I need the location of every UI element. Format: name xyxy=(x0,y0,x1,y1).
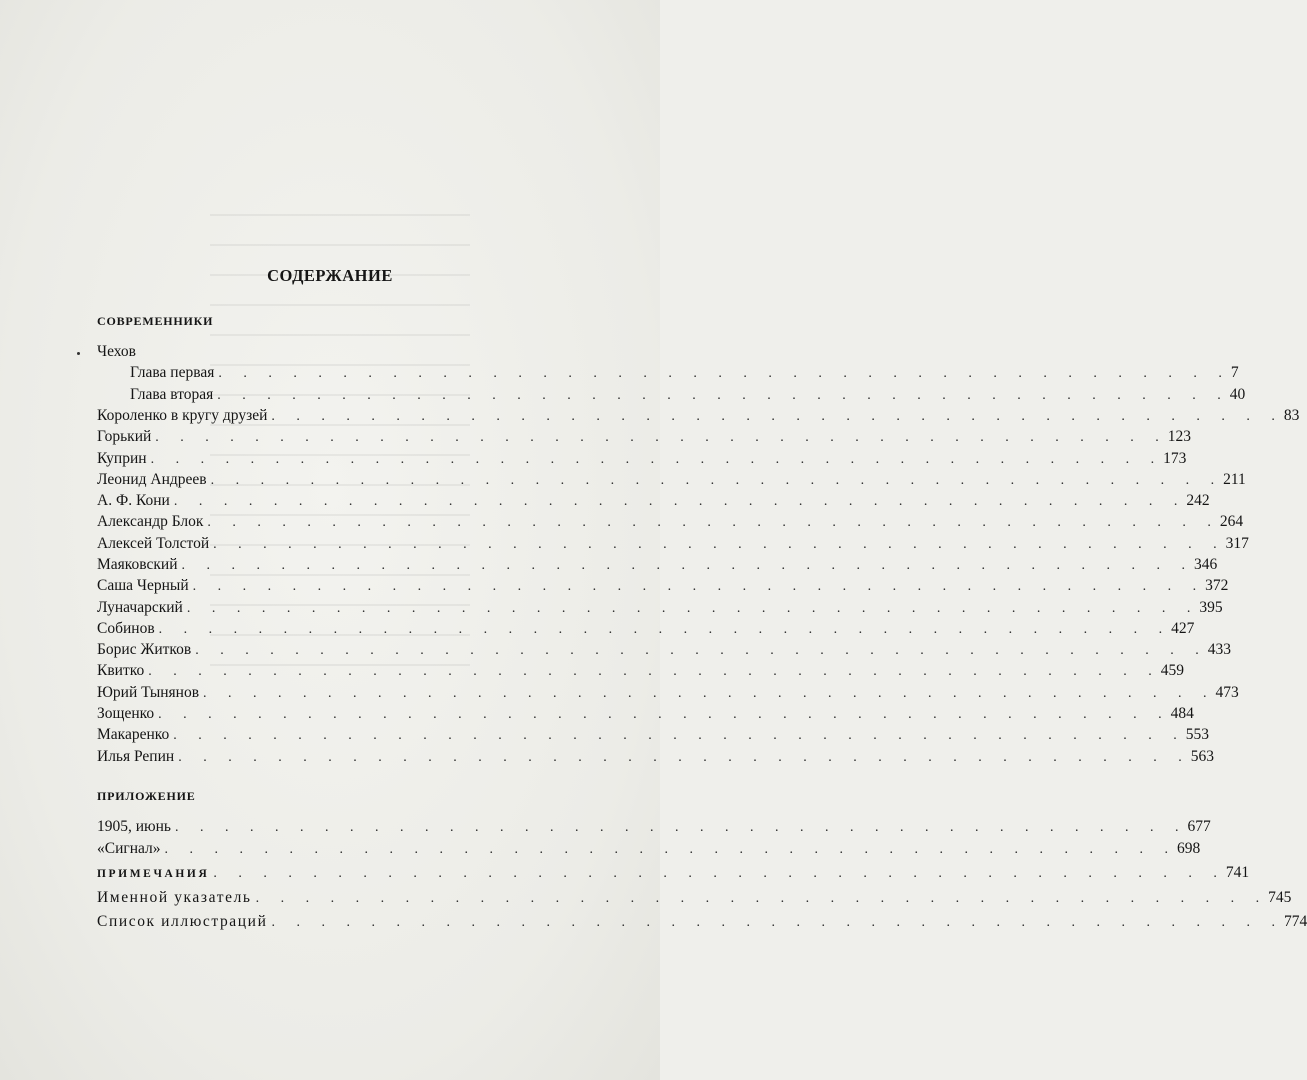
dot-leader: . . . . . . . . . . . . . . . . . . . . . . . . . . . . . . . . . . . . . . . . . xyxy=(175,820,1188,835)
page-number: 395 xyxy=(1199,599,1223,616)
page-number: 745 xyxy=(1268,889,1292,906)
page-number: 553 xyxy=(1185,726,1210,743)
toc-entry xyxy=(0,746,1214,768)
dot-leader: . . . . . . . . . . . . . . . . . . . . . . . . . . . . . . . . . . . . . . . . . xyxy=(192,579,1206,594)
entry-title: Алексей Толстой xyxy=(97,535,210,552)
dot-leader: . . . . . . . . . . . . . . . . . . . . . . . . . . . . . . . . . . . . . . . . . xyxy=(213,866,1226,881)
entry-title: ПРИМЕЧАНИЯ xyxy=(97,868,210,880)
page-number: 698 xyxy=(1177,840,1201,857)
entry-title: Глава вторая xyxy=(130,386,214,403)
toc-entry xyxy=(0,341,660,363)
back-matter-entry xyxy=(0,911,1307,933)
dot-leader: . . . . . . . . . . . . . . . . . . . . . . . . . . . . . . . . . . . . . . . . . xyxy=(207,515,1220,530)
back-matter-entry xyxy=(0,862,1250,884)
dot-leader: . . . . . . . . . . . . . . . . . . . . . . . . . . . . . . . . . . . . . . . . . xyxy=(210,473,1224,488)
page-number: 83 xyxy=(1283,407,1300,424)
entry-title: Короленко в кругу друзей xyxy=(97,407,268,424)
entry-title: Зощенко xyxy=(97,705,155,722)
page-number: 484 xyxy=(1170,705,1194,722)
section-heading: ПРИЛОЖЕНИЕ xyxy=(97,789,196,803)
page-number: 677 xyxy=(1187,818,1211,835)
toc-entry xyxy=(0,597,1223,619)
entry-title: Борис Житков xyxy=(97,641,192,658)
page-number: 741 xyxy=(1225,864,1250,881)
dot-leader: . . . . . . . . . . . . . . . . . . . . . . . . . . . . . . . . . . . . . . . . . xyxy=(173,494,1187,509)
page-number: 317 xyxy=(1225,535,1249,552)
page-number: 123 xyxy=(1167,428,1192,445)
entry-title: Маяковский xyxy=(97,556,178,573)
entry-title: Макаренко xyxy=(97,726,170,743)
toc-entry xyxy=(0,533,1249,555)
entry-title: Куприн xyxy=(97,450,147,467)
toc-entry xyxy=(0,426,1192,448)
toc-entry xyxy=(0,724,1210,746)
page-number: 264 xyxy=(1219,513,1244,530)
toc-entry xyxy=(0,575,1229,597)
entry-title: Чехов xyxy=(97,343,136,360)
entry-title: Илья Репин xyxy=(97,748,175,765)
page-number: 372 xyxy=(1205,577,1229,594)
dot-leader: . . . . . . . . . . . . . . . . . . . . . . . . . . . . . . . . . . . . . . . . . xyxy=(271,915,1284,930)
toc-entry xyxy=(0,405,1300,427)
toc-entry xyxy=(0,490,1210,512)
dot-leader: . . . . . . . . . . . . . . . . . . . . . . . . . . . . . . . . . . . . . . . . . xyxy=(173,728,1186,743)
page-number: 427 xyxy=(1171,620,1195,637)
entry-title: А. Ф. Кони xyxy=(97,492,170,509)
dot-leader: . . . . . . . . . . . . . . . . . . . . . . . . . . . . . . . . . . . . . . . . . xyxy=(195,643,1208,658)
toc-subentry xyxy=(0,384,1246,406)
page-number: 774 xyxy=(1283,913,1307,930)
page-number: 563 xyxy=(1190,748,1214,765)
toc-subentry xyxy=(0,362,1239,384)
entry-title: Горький xyxy=(97,428,152,445)
toc-entry xyxy=(0,554,1218,576)
page-title: СОДЕРЖАНИЕ xyxy=(267,266,393,285)
entry-title: «Сигнал» xyxy=(97,840,161,857)
entry-title: Собинов xyxy=(97,620,155,637)
page-number: 173 xyxy=(1163,450,1187,467)
page-number: 211 xyxy=(1223,471,1246,488)
dot-leader: . . . . . . . . . . . . . . . . . . . . . . . . . . . . . . . . . . . . . . . . . xyxy=(150,452,1164,467)
dot-leader: . . . . . . . . . . . . . . . . . . . . . . . . . . . . . . . . . . . . . . . . . xyxy=(158,622,1172,637)
entry-title: Александр Блок xyxy=(97,513,204,530)
dot-leader: . . . . . . . . . . . . . . . . . . . . . . . . . . . . . . . . . . . . . . . . . xyxy=(158,707,1171,722)
page-number: 7 xyxy=(1230,364,1239,381)
dot-leader: . . . . . . . . . . . . . . . . . . . . . . . . . . . . . . . . . . . . . . . . . xyxy=(271,409,1284,424)
back-matter-entry xyxy=(0,887,1292,909)
toc-entry xyxy=(0,511,1244,533)
entry-title: 1905, июнь xyxy=(97,818,171,835)
dot-leader: . . . . . . . . . . . . . . . . . . . . . . . . . . . . . . . . . . . . . . . . . xyxy=(148,664,1161,679)
page-number: 346 xyxy=(1194,556,1218,573)
entry-title: Луначарский xyxy=(97,599,183,616)
toc-entry xyxy=(0,682,1239,704)
toc-entry xyxy=(0,639,1231,661)
toc-entry xyxy=(0,660,1184,682)
entry-title: Именной указатель xyxy=(97,889,252,906)
entry-title: Глава первая xyxy=(130,364,215,381)
toc-entry xyxy=(0,838,1201,860)
dot-leader: . . . . . . . . . . . . . . . . . . . . . . . . . . . . . . . . . . . . . . . . . xyxy=(203,686,1216,701)
dot-leader: . . . . . . . . . . . . . . . . . . . . . . . . . . . . . . . . . . . . . . . . . xyxy=(186,601,1200,616)
dot-leader: . . . . . . . . . . . . . . . . . . . . . . . . . . . . . . . . . . . . . . . . . xyxy=(178,750,1191,765)
toc-entry xyxy=(0,448,1187,470)
page-number: 242 xyxy=(1186,492,1210,509)
toc-entry xyxy=(0,703,1194,725)
section-heading: СОВРЕМЕННИКИ xyxy=(97,314,214,328)
entry-title: Леонид Андреев xyxy=(97,471,207,488)
dot-leader: . . . . . . . . . . . . . . . . . . . . . . . . . . . . . . . . . . . . . . . . . xyxy=(164,842,1178,857)
dot-leader: . . . . . . . . . . . . . . . . . . . . . . . . . . . . . . . . . . . . . . . . . xyxy=(155,430,1168,445)
dot-leader: . . . . . . . . . . . . . . . . . . . . . . . . . . . . . . . . . . . . . . . . . xyxy=(217,388,1230,403)
entry-title: Юрий Тынянов xyxy=(97,684,200,701)
toc-entry xyxy=(0,816,1211,838)
toc-entry xyxy=(0,469,1246,491)
dot-leader: . . . . . . . . . . . . . . . . . . . . . . . . . . . . . . . . . . . . . . . . . xyxy=(213,537,1226,552)
page-number: 40 xyxy=(1229,386,1246,403)
dot-leader: . . . . . . . . . . . . . . . . . . . . . . . . . . . . . . . . . . . . . . . . . xyxy=(255,891,1269,906)
page-number: 473 xyxy=(1215,684,1239,701)
toc-entry xyxy=(0,618,1195,640)
dot-leader: . . . . . . . . . . . . . . . . . . . . . . . . . . . . . . . . . . . . . . . . . xyxy=(218,366,1231,381)
page-number: 433 xyxy=(1207,641,1231,658)
entry-title: Квитко xyxy=(97,662,145,679)
entry-title: Список иллюстраций xyxy=(97,913,268,930)
dot-leader: . . . . . . . . . . . . . . . . . . . . . . . . . . . . . . . . . . . . . . . . . xyxy=(181,558,1195,573)
entry-title: Саша Черный xyxy=(97,577,189,594)
page-number: 459 xyxy=(1160,662,1184,679)
